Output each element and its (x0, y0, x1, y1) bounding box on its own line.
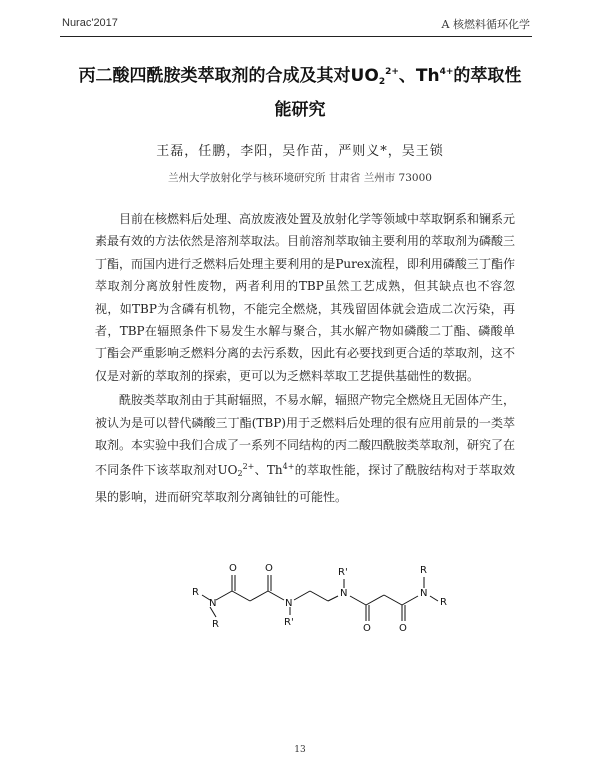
author-list: 王磊，任鹏，李阳，吴作苗，严则义*，吴王锁 (156, 144, 444, 159)
label-o-1: O (229, 563, 237, 574)
label-n-2: N (285, 598, 293, 609)
label-o-4: O (399, 623, 407, 634)
label-r-2: R (212, 619, 219, 630)
p2-part-a: 酰胺类萃取剂由于其耐辐照，不易水解，辐照产物完全燃烧且无固体产生，被认为是可以替代磷酸三丁酯(TBP)用于乏燃料后处理的很有应用前景的一类萃取剂。本实验中我们合成了一系列不同结构的丙二酸四酰胺类萃取剂，研究了在不同条件下该萃取剂对UO (95, 393, 516, 478)
label-r-3: R (420, 565, 427, 576)
paragraph-2 (95, 389, 515, 508)
p2-th-sup: 4+ (282, 462, 295, 472)
label-n-3: N (340, 588, 348, 599)
paragraph-1: 目前在核燃料后处理、高放废液处置及放射化学等领域中萃取锕系和镧系元素最有效的方法依然是溶剂萃取法。目前溶剂萃取铀主要利用的萃取剂为磷酸三丁酯，而国内进行乏燃料后处理主要利用的是Purex流程，即利用磷酸三丁酯作萃取剂分离放射性废物，两者利用的TBP虽然工艺成熟，但其缺点也不容忽视，如TBP为含磷有机物，不能完全燃烧，其残留固体就会造成二次污染，再者，TBP在辐照条件下易发生水解与聚合，其水解产物如磷酸二丁酯、磷酸单丁酯会严重影响乏燃料分离的去污系数，因此有必要找到更合适的萃取剂，这不仅是对新的萃取剂的探索，更可以为乏燃料萃取工艺提供基础性的数据。 (95, 212, 516, 383)
title-uo-sup: 2+ (385, 67, 399, 77)
title-line1-prefix: 丙二酸四酰胺类萃取剂的合成及其对UO (78, 66, 379, 86)
p2-uo-sup: 2+ (242, 462, 255, 472)
p2-uo-sub: 2 (237, 469, 243, 479)
title-sep: 、Th (398, 66, 440, 86)
p2-sep: 、Th (254, 463, 283, 478)
title-line1-suffix: 的萃取性 (453, 66, 522, 86)
paper-title (70, 58, 530, 124)
running-header-right: A 核燃料循环化学 (441, 18, 530, 31)
affiliation: 兰州大学放射化学与核环境研究所 甘肃省 兰州市 73000 (168, 172, 432, 184)
label-o-3: O (363, 623, 371, 634)
running-header-left: Nurac'2017 (62, 17, 118, 29)
label-r-1: R (192, 587, 199, 598)
p2-part-b: 的萃取性能，探讨了酰胺结构对于萃取效果的影响，进而研究萃取剂分离铀钍的可能性。 (95, 463, 516, 504)
title-th-sup: 4+ (439, 67, 454, 77)
header-rule (60, 36, 532, 37)
label-r-prime-1: R' (284, 617, 294, 628)
label-o-2: O (265, 563, 273, 574)
label-r-prime-2: R' (338, 567, 348, 578)
label-n-4: N (420, 588, 428, 599)
title-uo-sub: 2 (378, 77, 386, 87)
label-n-1: N (209, 598, 217, 609)
chemical-structure (180, 555, 460, 645)
page-number: 13 (294, 745, 306, 755)
label-r-4: R (440, 597, 447, 608)
body-text (95, 208, 515, 508)
title-line2: 能研究 (274, 100, 326, 120)
